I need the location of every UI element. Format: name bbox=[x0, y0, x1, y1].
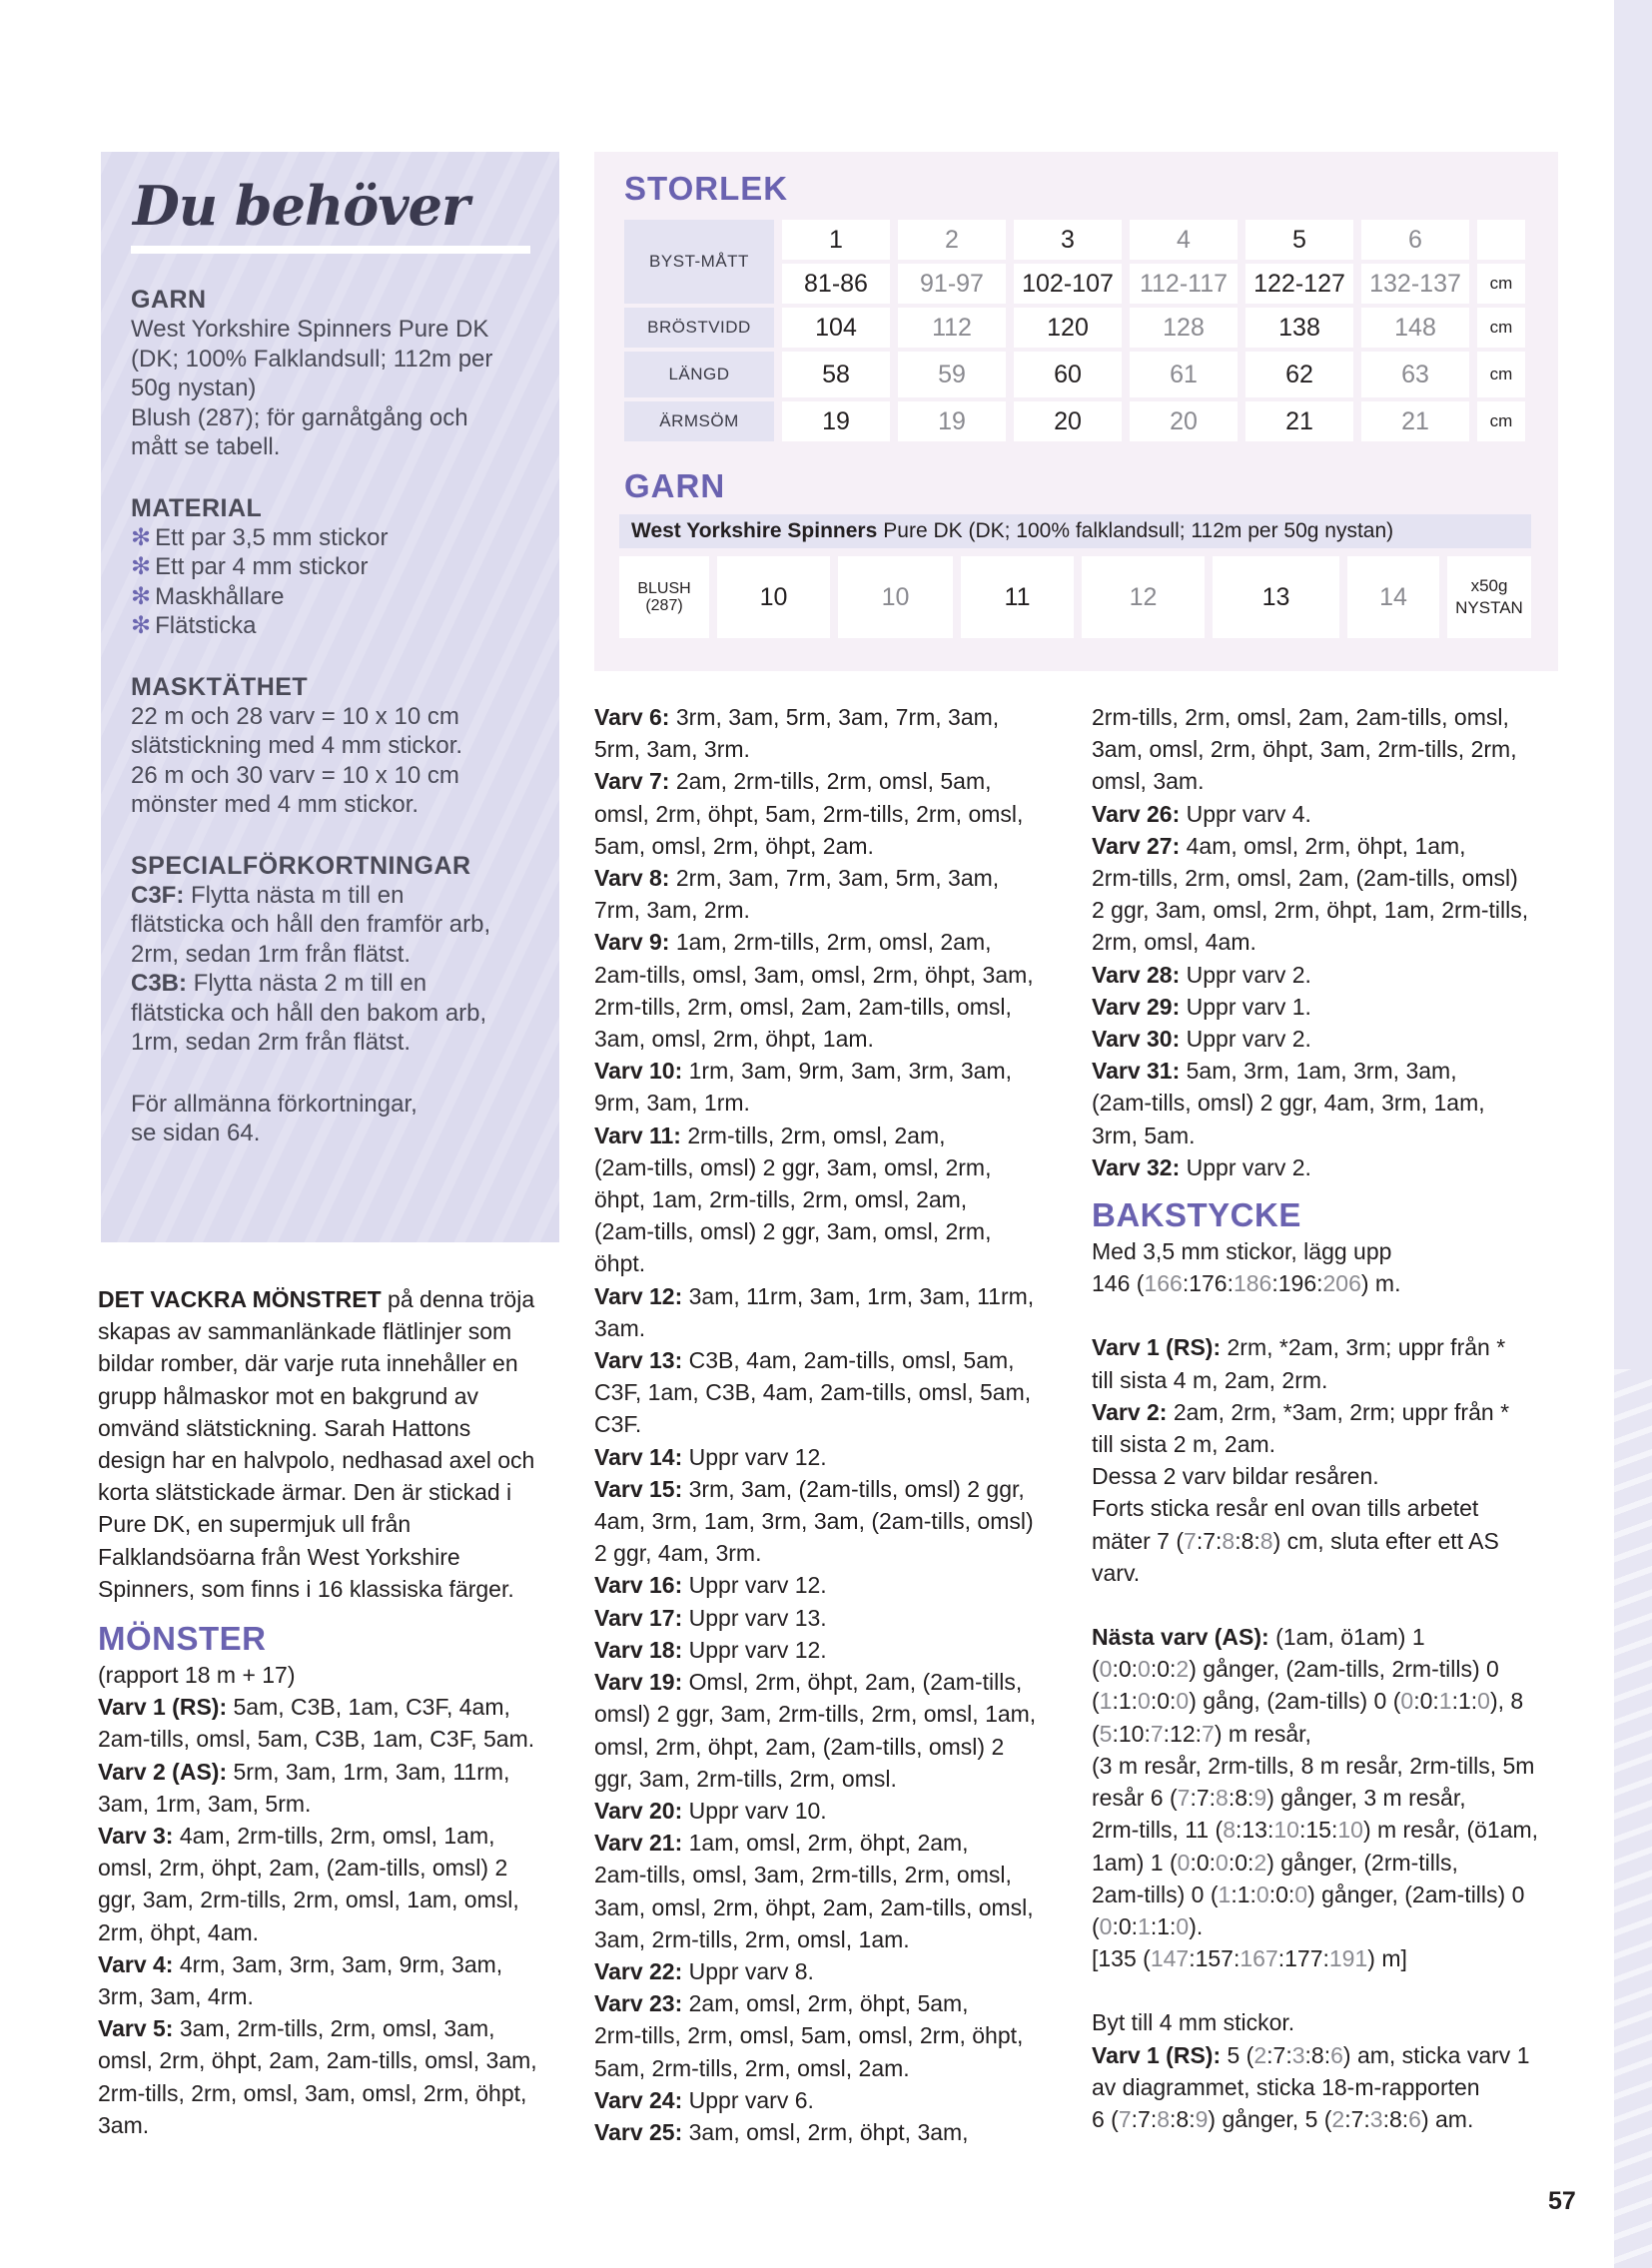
row-instruction: Varv 10: 1rm, 3am, 9rm, 3am, 3rm, 3am, bbox=[594, 1058, 1012, 1085]
row-instruction: Varv 3: 4am, 2rm-tills, 2rm, omsl, 1am, bbox=[98, 1823, 495, 1850]
langd-value: 62 bbox=[1245, 352, 1353, 397]
bak-line: 146 (166:176:186:196:206) m. bbox=[1092, 1270, 1401, 1297]
row-instruction: 3rm, 3am, 4rm. bbox=[98, 1983, 254, 2010]
row-instruction: Varv 2 (AS): 5rm, 3am, 1rm, 3am, 11rm, bbox=[98, 1758, 510, 1785]
material-item: ✻ Ett par 3,5 mm stickor bbox=[131, 523, 389, 551]
yarn-unit: x50g NYSTAN bbox=[1447, 556, 1531, 638]
gauge-line: 22 m och 28 varv = 10 x 10 cm bbox=[131, 702, 459, 730]
brostvidd-value: 148 bbox=[1361, 308, 1469, 348]
brostvidd-value: 104 bbox=[782, 308, 890, 348]
garn-table-title: GARN bbox=[624, 467, 726, 504]
garn-section bbox=[131, 286, 529, 462]
snowflake-bullet-icon: ✻ bbox=[131, 553, 152, 580]
c3f-line: 2rm, sedan 1rm från flätst. bbox=[131, 940, 412, 968]
gauge-line: slätstickning med 4 mm stickor. bbox=[131, 732, 463, 759]
row-instruction: 2rm-tills, 2rm, omsl, 3am, omsl, 2rm, öhpt, bbox=[98, 2079, 527, 2106]
row-instruction: resår 6 (7:7:8:8:9) gånger, 3 m resår, bbox=[1092, 1785, 1466, 1812]
row-instruction: Nästa varv (AS): (1am, ö1am) 1 bbox=[1092, 1624, 1425, 1651]
row-instruction: 2am-tills, omsl, 3am, 2rm-tills, 2rm, omsl, bbox=[594, 1862, 1012, 1889]
armsom-value: 20 bbox=[1130, 401, 1238, 441]
size-header: 1 bbox=[782, 220, 890, 260]
intro-line: bildar romber, där varje ruta innehåller en bbox=[98, 1350, 518, 1377]
row-instruction: 5am, 2rm-tills, 2rm, omsl, 2am. bbox=[594, 2054, 910, 2081]
row-instruction: 5am, omsl, 2rm, öhpt, 2am. bbox=[594, 832, 874, 859]
yarn-amount: 10 bbox=[838, 556, 953, 638]
material-heading: MATERIAL bbox=[131, 493, 263, 522]
row-label: ÄRMSÖM bbox=[624, 401, 774, 441]
row-instruction: Varv 1 (RS): 5am, C3B, 1am, C3F, 4am, bbox=[98, 1694, 510, 1721]
row-instruction: omsl, 2rm, öhpt, 5am, 2rm-tills, 2rm, omsl, bbox=[594, 800, 1024, 827]
snowflake-bullet-icon: ✻ bbox=[131, 612, 152, 639]
row-instruction: Varv 29: Uppr varv 1. bbox=[1092, 993, 1311, 1020]
row-instruction: omsl, 2rm, öhpt, 2am, (2am-tills, omsl) 2 bbox=[98, 1855, 508, 1882]
row-instruction: Varv 1 (RS): 2rm, *2am, 3rm; uppr från * bbox=[1092, 1334, 1506, 1361]
row-instruction: till sista 2 m, 2am. bbox=[1092, 1431, 1276, 1458]
yarn-amount: 10 bbox=[717, 556, 830, 638]
c3f-line: flätsticka och håll den framför arb, bbox=[131, 911, 491, 938]
garn-line: West Yorkshire Spinners Pure DK bbox=[131, 316, 489, 343]
c3b-line: flätsticka och håll den bakom arb, bbox=[131, 999, 487, 1027]
row-instruction: 2rm-tills, 2rm, omsl, 2am, (2am-tills, omsl) bbox=[1092, 865, 1518, 892]
row-instruction: 2am-tills) 0 (1:1:0:0:0) gånger, (2am-tills) 0 bbox=[1092, 1881, 1525, 1907]
row-instruction: 3rm, 5am. bbox=[1092, 1122, 1196, 1148]
yarn-amount: 11 bbox=[961, 556, 1074, 638]
note-line: se sidan 64. bbox=[131, 1120, 261, 1146]
intro-line: Pure DK, en supermjuk ull från bbox=[98, 1511, 412, 1538]
size-header: 5 bbox=[1245, 220, 1353, 260]
row-instruction: Varv 21: 1am, omsl, 2rm, öhpt, 2am, bbox=[594, 1830, 969, 1857]
row-instruction: omsl, 2rm, öhpt, 2am, (2am-tills, omsl) 2 bbox=[594, 1733, 1005, 1760]
gauge-heading: MASKTÄTHET bbox=[131, 672, 309, 701]
langd-value: 60 bbox=[1014, 352, 1122, 397]
row-instruction: (0:0:0:0:2) gånger, (2am-tills, 2rm-tills) 0 bbox=[1092, 1656, 1499, 1683]
materials-title: Du behöver bbox=[133, 174, 469, 238]
c3b-line: 1rm, sedan 2rm från flätst. bbox=[131, 1029, 412, 1056]
material-section bbox=[131, 494, 529, 641]
row-instruction: ggr, 3am, 2rm-tills, 2rm, omsl, 1am, omsl, bbox=[98, 1887, 519, 1913]
row-instruction: 2rm-tills, 2rm, omsl, 2am, 2am-tills, omsl, bbox=[1092, 704, 1509, 730]
row-instruction: 3am. bbox=[594, 1314, 646, 1341]
row-instruction: 4am, 3rm, 1am, 3rm, 3am, (2am-tills, omsl) bbox=[594, 1508, 1034, 1535]
row-instruction: Varv 2: 2am, 2rm, *3am, 2rm; uppr från * bbox=[1092, 1398, 1510, 1425]
unit-cell: cm bbox=[1477, 352, 1525, 397]
row-instruction: C3F, 1am, C3B, 4am, 2am-tills, omsl, 5am, bbox=[594, 1379, 1032, 1406]
row-instruction: 3am. bbox=[98, 2111, 150, 2138]
materials-box bbox=[101, 152, 559, 1242]
byst-value: 91-97 bbox=[898, 264, 1006, 304]
bakstycke-heading: BAKSTYCKE bbox=[1092, 1196, 1301, 1234]
byst-value: 102-107 bbox=[1014, 264, 1122, 304]
column-left bbox=[98, 1283, 567, 2141]
row-instruction: 6 (7:7:8:8:9) gånger, 5 (2:7:3:8:6) am. bbox=[1092, 2105, 1474, 2132]
row-instruction: 2 ggr, 4am, 3rm. bbox=[594, 1540, 762, 1567]
intro-line: Spinners, som finns i 16 klassiska färger. bbox=[98, 1575, 514, 1602]
row-instruction: (3 m resår, 2rm-tills, 8 m resår, 2rm-tills, 5m bbox=[1092, 1752, 1535, 1779]
intro-line: omvänd slätstickning. Sarah Hattons bbox=[98, 1414, 471, 1441]
row-instruction: (2am-tills, omsl) 2 ggr, 3am, omsl, 2rm, bbox=[594, 1153, 992, 1180]
page-edge-stripe bbox=[1614, 0, 1652, 2268]
gauge-section bbox=[131, 673, 529, 820]
row-instruction: till sista 4 m, 2am, 2rm. bbox=[1092, 1366, 1328, 1393]
row-instruction: Varv 7: 2am, 2rm-tills, 2rm, omsl, 5am, bbox=[594, 768, 992, 795]
size-header: 3 bbox=[1014, 220, 1122, 260]
armsom-value: 20 bbox=[1014, 401, 1122, 441]
column-middle bbox=[594, 701, 1074, 2148]
row-instruction: 2rm-tills, 2rm, omsl, 5am, omsl, 2rm, öhpt, bbox=[594, 2022, 1024, 2049]
intro-line: DET VACKRA MÖNSTRET på denna tröja bbox=[98, 1286, 535, 1312]
unit-cell: cm bbox=[1477, 401, 1525, 441]
row-instruction: Forts sticka resår enl ovan tills arbetet bbox=[1092, 1495, 1479, 1522]
yarn-amount: 13 bbox=[1213, 556, 1339, 638]
intro-line: design har en halvpolo, nedhasad axel och bbox=[98, 1447, 535, 1474]
row-instruction: Varv 20: Uppr varv 10. bbox=[594, 1797, 827, 1824]
brostvidd-value: 138 bbox=[1245, 308, 1353, 348]
garn-line: 50g nystan) bbox=[131, 375, 257, 401]
row-instruction: 1am) 1 (0:0:0:0:2) gånger, (2rm-tills, bbox=[1092, 1849, 1458, 1876]
row-instruction: Varv 5: 3am, 2rm-tills, 2rm, omsl, 3am, bbox=[98, 2015, 495, 2042]
size-header: 2 bbox=[898, 220, 1006, 260]
special-abbr-section bbox=[131, 852, 529, 1058]
byst-label: BYST-MÅTT bbox=[624, 220, 774, 304]
yarn-description: West Yorkshire Spinners Pure DK (DK; 100% falklandsull; 112m per 50g nystan) bbox=[619, 514, 1531, 548]
row-instruction: 3am, omsl, 2rm, öhpt, 1am. bbox=[594, 1026, 874, 1053]
row-instruction: Varv 19: Omsl, 2rm, öhpt, 2am, (2am-tills, bbox=[594, 1669, 1023, 1696]
row-instruction: [135 (147:157:167:177:191) m] bbox=[1092, 1945, 1407, 1972]
row-instruction: öhpt, 1am, 2rm-tills, 2rm, omsl, 2am, bbox=[594, 1186, 968, 1213]
size-yarn-panel bbox=[594, 152, 1558, 671]
byst-value: 122-127 bbox=[1245, 264, 1353, 304]
yarn-color-label: BLUSH (287) bbox=[619, 556, 709, 638]
garn-line: Blush (287); för garnåtgång och bbox=[131, 403, 468, 431]
size-header: 4 bbox=[1130, 220, 1238, 260]
langd-value: 63 bbox=[1361, 352, 1469, 397]
storlek-title: STORLEK bbox=[624, 170, 789, 207]
yarn-amount: 12 bbox=[1082, 556, 1205, 638]
row-instruction: Dessa 2 varv bildar resåren. bbox=[1092, 1463, 1379, 1490]
title-rule bbox=[131, 246, 530, 254]
row-instruction: Varv 15: 3rm, 3am, (2am-tills, omsl) 2 ggr, bbox=[594, 1475, 1025, 1502]
byst-value: 132-137 bbox=[1361, 264, 1469, 304]
garn-line: mått se tabell. bbox=[131, 433, 281, 460]
row-instruction: öhpt. bbox=[594, 1250, 646, 1277]
row-instruction: 3am, omsl, 2rm, öhpt, 3am, 2rm-tills, 2rm, bbox=[1092, 736, 1517, 763]
row-instruction: Byt till 4 mm stickor. bbox=[1092, 2009, 1295, 2036]
row-instruction: (0:0:1:1:0). bbox=[1092, 1912, 1204, 1939]
row-instruction: Varv 14: Uppr varv 12. bbox=[594, 1443, 827, 1470]
row-instruction: Varv 9: 1am, 2rm-tills, 2rm, omsl, 2am, bbox=[594, 929, 992, 956]
row-instruction: Varv 11: 2rm-tills, 2rm, omsl, 2am, bbox=[594, 1122, 946, 1148]
brostvidd-value: 128 bbox=[1130, 308, 1238, 348]
row-instruction: 2rm-tills, 2rm, omsl, 2am, 2am-tills, omsl, bbox=[594, 993, 1012, 1020]
row-instruction: Varv 31: 5am, 3rm, 1am, 3rm, 3am, bbox=[1092, 1058, 1457, 1085]
monster-sub: (rapport 18 m + 17) bbox=[98, 1662, 296, 1689]
gauge-line: mönster med 4 mm stickor. bbox=[131, 791, 419, 818]
row-label: BRÖSTVIDD bbox=[624, 308, 774, 348]
armsom-value: 19 bbox=[782, 401, 890, 441]
armsom-value: 19 bbox=[898, 401, 1006, 441]
row-instruction: Varv 27: 4am, omsl, 2rm, öhpt, 1am, bbox=[1092, 832, 1466, 859]
row-instruction: Varv 22: Uppr varv 8. bbox=[594, 1957, 814, 1984]
row-instruction: (1:1:0:0:0) gång, (2am-tills) 0 (0:0:1:1:0), 8 bbox=[1092, 1688, 1524, 1715]
row-instruction: 2rm, omsl, 4am. bbox=[1092, 929, 1256, 956]
snowflake-bullet-icon: ✻ bbox=[131, 582, 152, 610]
intro-line: grupp hålmaskor mot en bakgrund av bbox=[98, 1382, 478, 1409]
row-instruction: Varv 1 (RS): 5 (2:7:3:8:6) am, sticka varv 1 bbox=[1092, 2041, 1530, 2068]
row-instruction: 7rm, 3am, 2rm. bbox=[594, 897, 750, 924]
row-instruction: Varv 23: 2am, omsl, 2rm, öhpt, 5am, bbox=[594, 1990, 969, 2017]
row-instruction: 2am-tills, omsl, 3am, omsl, 2rm, öhpt, 3am, bbox=[594, 961, 1034, 988]
bak-line: Med 3,5 mm stickor, lägg upp bbox=[1092, 1238, 1392, 1265]
row-instruction: omsl, 2rm, öhpt, 2am, 2am-tills, omsl, 3am, bbox=[98, 2047, 537, 2074]
material-item: ✻ Ett par 4 mm stickor bbox=[131, 553, 369, 580]
row-instruction: 3am, omsl, 2rm, öhpt, 2am, 2am-tills, omsl, bbox=[594, 1893, 1034, 1920]
row-instruction: 9rm, 3am, 1rm. bbox=[594, 1090, 750, 1117]
column-right bbox=[1092, 701, 1561, 2135]
row-instruction: Varv 26: Uppr varv 4. bbox=[1092, 800, 1311, 827]
material-item: ✻ Flätsticka bbox=[131, 612, 257, 639]
row-instruction: Varv 17: Uppr varv 13. bbox=[594, 1604, 827, 1631]
row-instruction: Varv 18: Uppr varv 12. bbox=[594, 1636, 827, 1663]
row-instruction: 3am, 1rm, 3am, 5rm. bbox=[98, 1790, 312, 1817]
intro-line: korta slätstickade ärmar. Den är stickad i bbox=[98, 1479, 512, 1506]
langd-value: 58 bbox=[782, 352, 890, 397]
gauge-line: 26 m och 30 varv = 10 x 10 cm bbox=[131, 761, 459, 789]
row-instruction: 2 ggr, 3am, omsl, 2rm, öhpt, 1am, 2rm-tills, bbox=[1092, 897, 1529, 924]
row-instruction: 2rm-tills, 11 (8:13:10:15:10) m resår, (ö1am, bbox=[1092, 1817, 1539, 1844]
row-instruction: 5rm, 3am, 3rm. bbox=[594, 736, 750, 763]
row-instruction: varv. bbox=[1092, 1559, 1141, 1586]
material-item: ✻ Maskhållare bbox=[131, 582, 285, 610]
row-instruction: Varv 4: 4rm, 3am, 3rm, 3am, 9rm, 3am, bbox=[98, 1950, 503, 1977]
row-instruction: Varv 32: Uppr varv 2. bbox=[1092, 1153, 1311, 1180]
garn-line: (DK; 100% Falklandsull; 112m per bbox=[131, 345, 493, 373]
row-instruction: C3F. bbox=[594, 1411, 642, 1438]
row-instruction: Varv 25: 3am, omsl, 2rm, öhpt, 3am, bbox=[594, 2118, 969, 2145]
row-instruction: mäter 7 (7:7:8:8:8) cm, sluta efter ett AS bbox=[1092, 1527, 1499, 1554]
page-number: 57 bbox=[1548, 2187, 1576, 2215]
byst-value: 81-86 bbox=[782, 264, 890, 304]
row-instruction: (2am-tills, omsl) 2 ggr, 3am, omsl, 2rm, bbox=[594, 1218, 992, 1245]
row-instruction: Varv 6: 3rm, 3am, 5rm, 3am, 7rm, 3am, bbox=[594, 704, 1000, 730]
note-line: För allmänna förkortningar, bbox=[131, 1090, 417, 1118]
unit-cell: cm bbox=[1477, 308, 1525, 348]
c3b-line: C3B: Flytta nästa 2 m till en bbox=[131, 970, 427, 997]
langd-value: 61 bbox=[1130, 352, 1238, 397]
row-instruction: av diagrammet, sticka 18-m-rapporten bbox=[1092, 2073, 1480, 2100]
size-header: 6 bbox=[1361, 220, 1469, 260]
row-instruction: Varv 30: Uppr varv 2. bbox=[1092, 1026, 1311, 1053]
row-instruction: Varv 24: Uppr varv 6. bbox=[594, 2086, 814, 2113]
intro-line: Falklandsöarna från West Yorkshire bbox=[98, 1543, 460, 1570]
row-instruction: ggr, 3am, 2rm-tills, 2rm, omsl. bbox=[594, 1765, 897, 1792]
monster-heading: MÖNSTER bbox=[98, 1620, 267, 1658]
byst-value: 112-117 bbox=[1130, 264, 1238, 304]
row-instruction: Varv 8: 2rm, 3am, 7rm, 3am, 5rm, 3am, bbox=[594, 865, 1000, 892]
yarn-amount: 14 bbox=[1347, 556, 1439, 638]
row-instruction: 3am, 2rm-tills, 2rm, omsl, 1am. bbox=[594, 1925, 910, 1952]
snowflake-bullet-icon: ✻ bbox=[131, 523, 152, 551]
row-instruction: Varv 12: 3am, 11rm, 3am, 1rm, 3am, 11rm, bbox=[594, 1282, 1035, 1309]
armsom-value: 21 bbox=[1245, 401, 1353, 441]
row-instruction: Varv 13: C3B, 4am, 2am-tills, omsl, 5am, bbox=[594, 1347, 1015, 1374]
row-label: LÄNGD bbox=[624, 352, 774, 397]
c3f-line: C3F: Flytta nästa m till en bbox=[131, 881, 405, 909]
row-instruction: Varv 28: Uppr varv 2. bbox=[1092, 961, 1311, 988]
brostvidd-value: 120 bbox=[1014, 308, 1122, 348]
row-instruction: 2am-tills, omsl, 5am, C3B, 1am, C3F, 5am. bbox=[98, 1726, 535, 1753]
row-instruction: Varv 16: Uppr varv 12. bbox=[594, 1572, 827, 1599]
empty-cell bbox=[1477, 220, 1525, 260]
general-abbr-note bbox=[131, 1090, 529, 1148]
row-instruction: omsl, 3am. bbox=[1092, 768, 1205, 795]
armsom-value: 21 bbox=[1361, 401, 1469, 441]
special-abbr-heading: SPECIALFÖRKORTNINGAR bbox=[131, 851, 471, 880]
row-instruction: 2rm, öhpt, 4am. bbox=[98, 1918, 260, 1945]
row-instruction: omsl) 2 ggr, 3am, 2rm-tills, 2rm, omsl, 1am, bbox=[594, 1701, 1037, 1728]
langd-value: 59 bbox=[898, 352, 1006, 397]
intro-line: skapas av sammanlänkade flätlinjer som bbox=[98, 1318, 512, 1345]
unit-cell: cm bbox=[1477, 264, 1525, 304]
garn-heading: GARN bbox=[131, 286, 207, 314]
brostvidd-value: 112 bbox=[898, 308, 1006, 348]
row-instruction: (2am-tills, omsl) 2 ggr, 4am, 3rm, 1am, bbox=[1092, 1090, 1485, 1117]
row-instruction: (5:10:7:12:7) m resår, bbox=[1092, 1720, 1311, 1747]
